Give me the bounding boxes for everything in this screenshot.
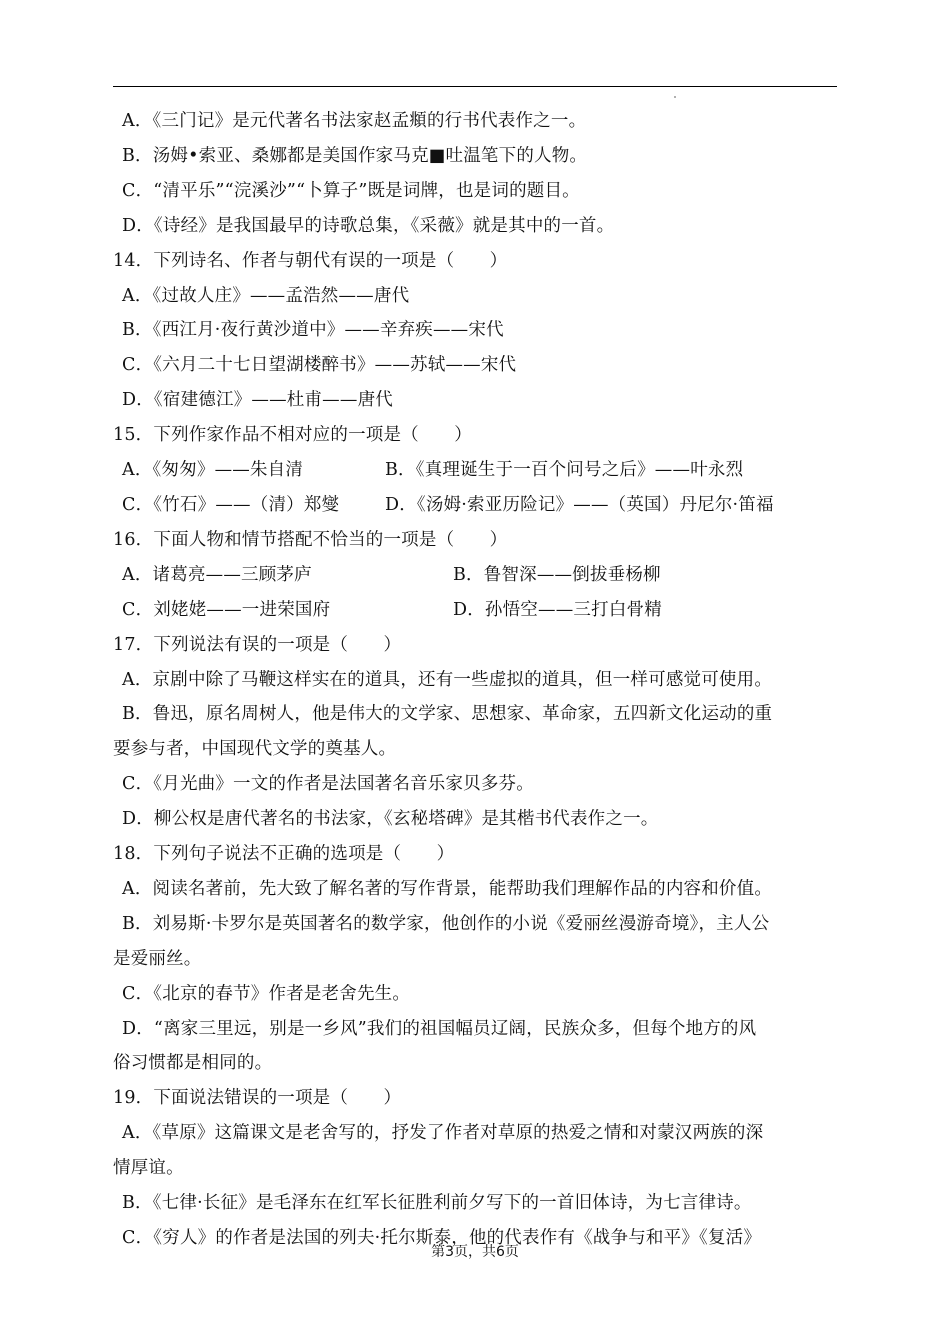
option-text: B．刘易斯·卡罗尔是英国著名的数学家，他创作的小说《爱丽丝漫游奇境》，主人公 — [122, 913, 770, 934]
option-text: A．阅读名著前，先大致了解名著的写作背景，能帮助我们理解作品的内容和价值。 — [122, 878, 773, 899]
option-text: C．“清平乐”“浣溪沙”“卜算子”既是词牌，也是词的题目。 — [122, 180, 580, 201]
question-text: 16．下面人物和情节搭配不恰当的一项是（ ） — [113, 529, 508, 550]
question-text: 15．下列作家作品不相对应的一项是（ ） — [113, 425, 472, 446]
option-text: C．《北京的春节》作者是老舍先生。 — [122, 983, 411, 1004]
option-text: C．《月光曲》一文的作者是法国著名音乐家贝多芬。 — [122, 774, 534, 795]
option-text: B．《真理诞生于一百个问号之后》——叶永烈 — [385, 460, 744, 481]
option-text: A．京剧中除了马鞭这样实在的道具，还有一些虚拟的道具，但一样可感觉可使用。 — [122, 669, 773, 690]
question-text: 要参与者，中国现代文学的奠基人。 — [113, 739, 397, 760]
option-text: A．《过故人庄》——孟浩然——唐代 — [122, 285, 410, 306]
question-content — [113, 104, 829, 1256]
question-text: 17．下列说法有误的一项是（ ） — [113, 634, 402, 655]
question-text: 18．下列句子说法不正确的选项是（ ） — [113, 844, 455, 865]
option-text: B．鲁迅，原名周树人，他是伟大的文学家、思想家、革命家，五四新文化运动的重 — [122, 704, 773, 725]
option-text: B．鲁智深——倒拔垂杨柳 — [453, 564, 661, 585]
option-text: D．《诗经》是我国最早的诗歌总集，《采薇》就是其中的一首。 — [122, 215, 615, 236]
option-text: B．汤姆•索亚、桑娜都是美国作家马克■吐温笔下的人物。 — [122, 145, 588, 166]
option-text: D．孙悟空——三打白骨精 — [453, 599, 662, 620]
option-row — [113, 453, 829, 488]
question-text: 19．下面说法错误的一项是（ ） — [113, 1088, 402, 1109]
scan-dot — [674, 96, 676, 98]
option-text: D．柳公权是唐代著名的书法家，《玄秘塔碑》是其楷书代表作之一。 — [122, 809, 659, 830]
option-row — [113, 488, 829, 523]
option-text: A．《三门记》是元代著名书法家赵孟頫的行书代表作之一。 — [122, 111, 587, 131]
option-text: B．《七律·长征》是毛泽东在红军长征胜利前夕写下的一首旧体诗，为七言律诗。 — [122, 1193, 752, 1214]
option-row — [113, 558, 829, 593]
page-footer: 第3页，共6页 — [431, 1244, 519, 1260]
option-text: B．《西江月·夜行黄沙道中》——辛弃疾——宋代 — [122, 320, 504, 341]
option-text: A．《草原》这篇课文是老舍写的，抒发了作者对草原的热爱之情和对蒙汉两族的深 — [122, 1123, 764, 1144]
option-row — [113, 593, 829, 628]
question-text: 是爱丽丝。 — [113, 948, 202, 969]
option-text: A．《匆匆》——朱自清 — [122, 460, 304, 481]
option-text: D．《宿建德江》——杜甫——唐代 — [122, 390, 393, 411]
option-text: C．《六月二十七日望湖楼醉书》——苏轼——宋代 — [122, 355, 517, 376]
header-rule — [113, 86, 837, 87]
question-text: 俗习惯都是相同的。 — [113, 1053, 273, 1074]
option-text: C．《穷人》的作者是法国的列夫·托尔斯泰，他的代表作有《战争与和平》《复活》 — [122, 1228, 762, 1248]
question-text: 情厚谊。 — [113, 1158, 184, 1179]
option-text: D．《汤姆·索亚历险记》——（英国）丹尼尔·笛福 — [385, 494, 774, 515]
option-text: C．刘姥姥——一进荣国府 — [122, 599, 331, 620]
option-text: C．《竹石》——（清）郑燮 — [122, 494, 340, 515]
option-text: D．“离家三里远，别是一乡风”我们的祖国幅员辽阔，民族众多，但每个地方的风 — [122, 1018, 757, 1039]
question-text: 14．下列诗名、作者与朝代有误的一项是（ ） — [113, 250, 508, 271]
option-text: A．诸葛亮——三顾茅庐 — [122, 564, 312, 585]
